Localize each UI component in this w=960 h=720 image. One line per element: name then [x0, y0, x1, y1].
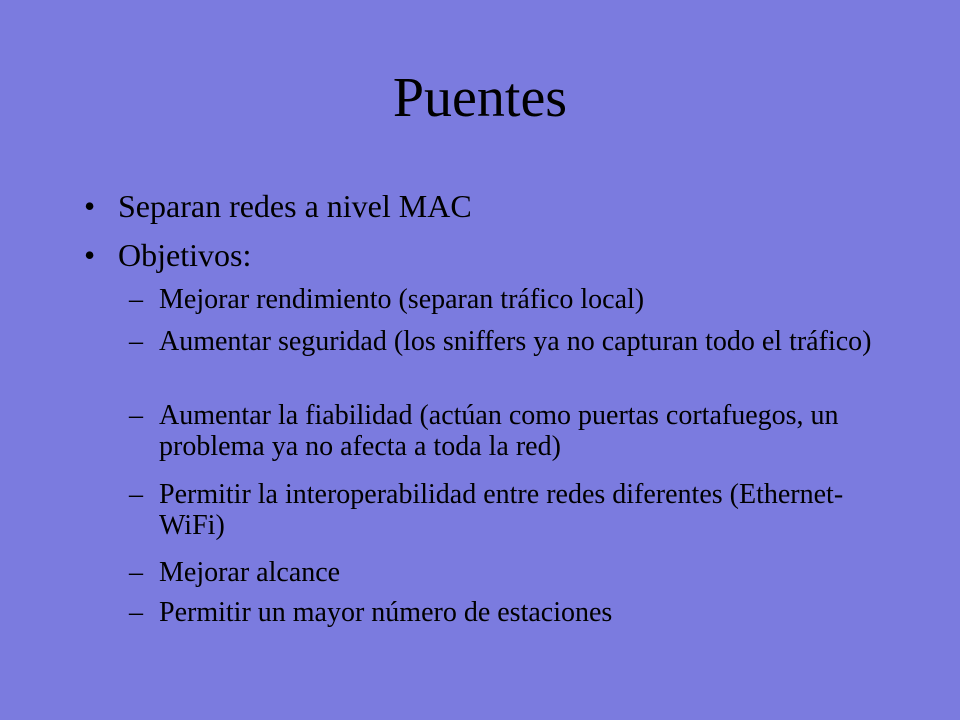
sub-bullet-item — [129, 326, 889, 357]
sub-bullet-text: Mejorar rendimiento (separan tráfico local) — [159, 284, 645, 315]
bullet-item — [84, 237, 918, 273]
bullet-text: Separan redes a nivel MAC — [118, 188, 472, 224]
sub-bullet-text: Permitir un mayor número de estaciones — [159, 597, 613, 628]
bullet-text: Objetivos: — [118, 237, 252, 273]
bullet-marker: • — [84, 188, 96, 224]
dash-marker: – — [129, 284, 143, 315]
dash-marker: – — [129, 557, 143, 588]
sub-bullet-text: Aumentar la fiabilidad (actúan como puertas cortafuegos, un problema ya no afecta a toda la red) — [159, 400, 839, 462]
sub-bullet-text: Mejorar alcance — [159, 557, 341, 588]
sub-bullet-item — [129, 479, 889, 541]
sub-bullet-item — [129, 400, 889, 462]
slide-title: Puentes — [392, 67, 568, 129]
bullet-item — [84, 188, 918, 224]
sub-bullet-text: Aumentar seguridad (los sniffers ya no capturan todo el tráfico) — [159, 326, 872, 357]
dash-marker: – — [129, 326, 143, 357]
sub-bullet-text: Permitir la interoperabilidad entre redes diferentes (Ethernet-WiFi) — [159, 479, 844, 541]
sub-bullet-item — [129, 597, 889, 628]
dash-marker: – — [129, 400, 143, 431]
dash-marker: – — [129, 479, 143, 510]
bullet-marker: • — [84, 237, 96, 273]
dash-marker: – — [129, 597, 143, 628]
sub-bullet-item — [129, 284, 889, 315]
sub-bullet-item — [129, 557, 889, 588]
